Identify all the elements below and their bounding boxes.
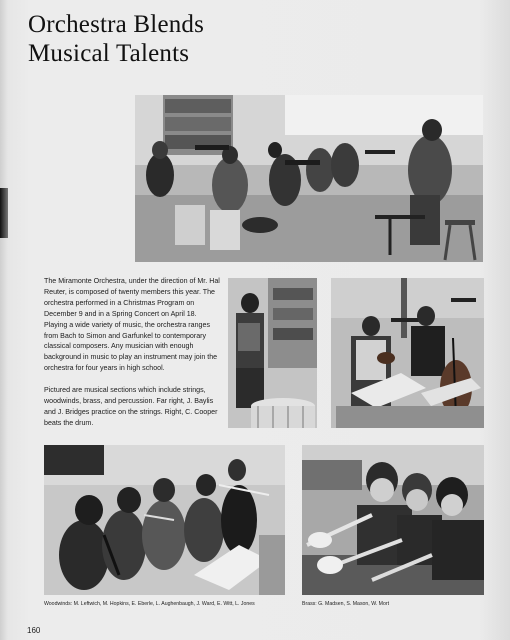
woodwinds-photo bbox=[44, 445, 285, 595]
article-paragraph-2: Pictured are musical sections which include strings, woodwinds, brass, and percussion. Far right, J. Baylis and J. Bridges practice on the strings. Right, C. Cooper beats the drum. bbox=[44, 386, 218, 427]
page-title bbox=[28, 10, 328, 68]
title-line-2: Musical Talents bbox=[28, 40, 190, 67]
brass-caption: Brass: G. Madsen, S. Mason, W. Mort bbox=[302, 601, 390, 607]
brass-photo bbox=[302, 445, 484, 595]
drummer-photo bbox=[228, 278, 317, 428]
article-paragraph-1: The Miramonte Orchestra, under the direction of Mr. Hal Reuter, is composed of twenty members this year. The orchestra performed in a Christmas Program on December 9 and in a Spring Concert on April 18. Playing a wide variety of music, the orchestra ranges from Bach to Simon and Garfunkel to contemporary classical composers. Any musician with enough background in music to play an instrument may join the orchestra for four years in high school. bbox=[44, 277, 220, 373]
title-line-1: Orchestra Blends bbox=[28, 11, 205, 38]
page-number: 160 bbox=[27, 626, 41, 635]
page-edge-shadow bbox=[0, 188, 8, 238]
string-players-photo bbox=[331, 278, 484, 428]
article-text bbox=[44, 276, 220, 429]
orchestra-rehearsal-photo bbox=[135, 95, 483, 262]
woodwinds-caption: Woodwinds: M. Leftwich, M. Hopkins, E. Eberle, L. Aughenbaugh, J. Ward, E. Witt, L. Jones bbox=[44, 601, 255, 607]
